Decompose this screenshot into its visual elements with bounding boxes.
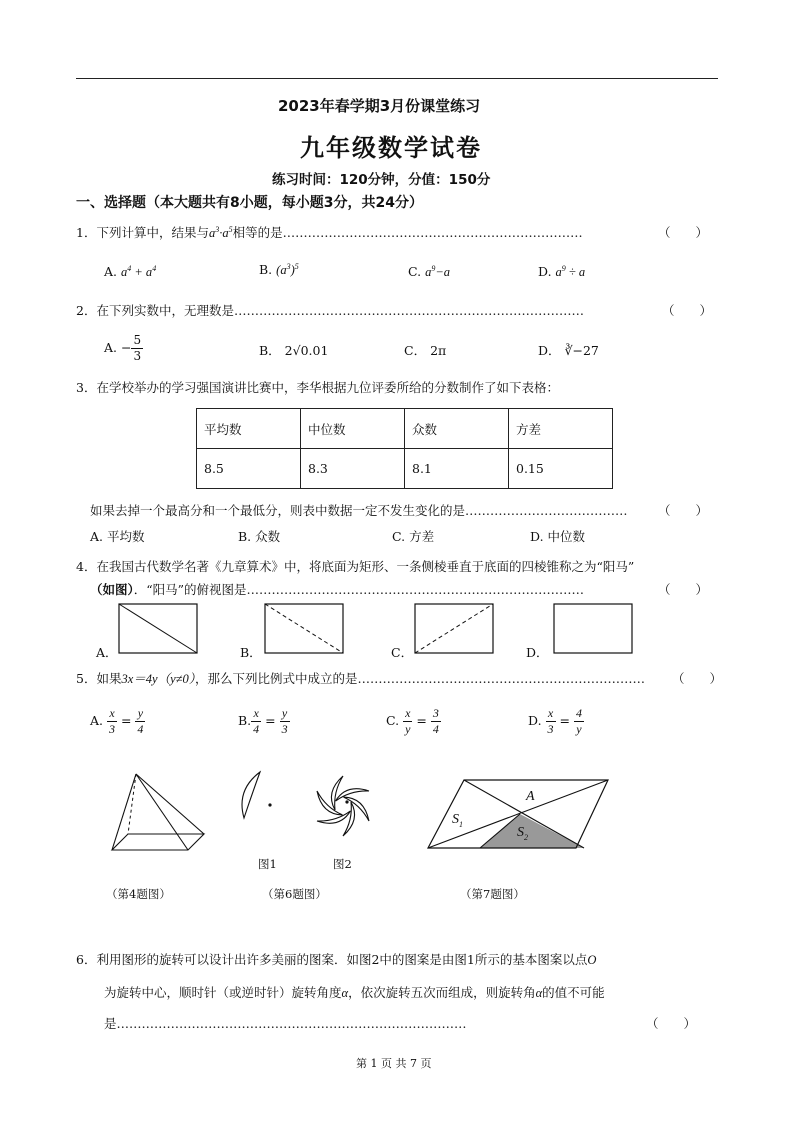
q4-view-c (414, 603, 494, 654)
table-header-cell: 中位数 (301, 409, 405, 449)
q4-view-a (118, 603, 198, 654)
q1-dots: ……………………………………………………………… (282, 225, 583, 240)
q4-option-a: A． (96, 645, 118, 660)
q4-option-c: C． (391, 645, 414, 660)
q4-line2: （如图）．“阳马”的俯视图是……………………………………………………………………… (90, 582, 585, 597)
caption-q6: （第6题图） (262, 887, 327, 901)
exam-subtitle: 2023年春学期3月份课堂练习 (278, 97, 481, 115)
table-cell: 8.3 (301, 449, 405, 489)
table-header-cell: 方差 (509, 409, 613, 449)
q1-text-b: 相等的是 (232, 225, 283, 240)
question-4: 4．在我国古代数学名著《九章算术》中，将底面为矩形、一条侧棱垂直于底面的四棱锥称之为“阳马” (76, 559, 635, 574)
table-cell: 0.15 (509, 449, 613, 489)
table-header-cell: 众数 (405, 409, 509, 449)
q2-option-a: A. − $\frac{5}{3}$ (104, 333, 142, 363)
q4-option-d: D． (526, 645, 549, 660)
q3-dots: ………………………………… (465, 503, 628, 518)
question-2: 2．在下列实数中，无理数是………………………………………………………………………… (76, 303, 584, 318)
table-cell: 8.5 (197, 449, 301, 489)
table-row (197, 409, 613, 449)
q1-option-b: B. $(a^3)^5$ (259, 262, 299, 278)
q2-option-c: C． 2π (404, 343, 447, 358)
q6-line2: 为旋转中心，顺时针（或逆时针）旋转角度α，依次旋转五次而组成，则旋转角α的值不可能 (104, 985, 605, 1000)
q4-option-b: B． (240, 645, 262, 660)
q1-option-d: D. $a^9 \div a$ (538, 264, 586, 280)
q1-expression: $a^3\cdot a^5$ (208, 224, 233, 240)
q2-option-d: D． ∛−27 (538, 343, 599, 358)
q5-answer-paren: （ ） (672, 671, 723, 686)
pyramid-figure (108, 770, 214, 852)
figure-1-label: 图1 (258, 857, 277, 871)
caption-q4: （第4题图） (106, 887, 171, 901)
table-row (197, 449, 613, 489)
q3-option-a: A. 平均数 (90, 529, 145, 544)
question-6: 6．利用图形的旋转可以设计出许多美丽的图案．如图2中的图案是由图1所示的基本图案以点O (76, 952, 597, 967)
question-5: 5．如果3x＝4y（y≠0），那么下列比例式中成立的是…………………………………………………………… (76, 671, 645, 686)
figure-2-label: 图2 (333, 857, 352, 871)
table-header-cell: 平均数 (197, 409, 301, 449)
question-3: 3．在学校举办的学习强国演讲比赛中，李华根据九位评委所给的分数制作了如下表格： (76, 380, 559, 395)
q1-number: 1． (76, 225, 97, 240)
q1-option-c: C. $a^9-a$ (408, 264, 451, 280)
exam-title: 九年级数学试卷 (300, 133, 482, 162)
q4-view-d (553, 603, 633, 654)
q6-dots: ………………………………………………………………………… (116, 1016, 467, 1031)
stats-table (196, 408, 613, 489)
label-point-a: A (526, 789, 535, 804)
q1-answer-paren: （ ） (658, 225, 709, 240)
q1-option-a: A. $a^4 + a^4$ (104, 264, 157, 280)
q2-option-b: B． 2√0.01 (259, 343, 329, 358)
exam-info: 练习时间：120分钟，分值：150分 (272, 172, 491, 188)
q3-option-c: C. 方差 (392, 529, 435, 544)
q3-option-d: D. 中位数 (530, 529, 586, 544)
q2-dots: ………………………………………………………………………… (233, 303, 584, 318)
q4-view-b (264, 603, 344, 654)
label-s1: $S_1$ (452, 812, 463, 829)
question-1 (76, 223, 583, 241)
q5-option-c: C. $\frac{x}{y}$ = $\frac{3}{4}$ (386, 706, 439, 736)
q4-answer-paren: （ ） (658, 582, 709, 597)
q3-answer-paren: （ ） (658, 503, 709, 518)
q4-dots: ……………………………………………………………………… (246, 582, 585, 597)
rotation-full-pattern (306, 770, 380, 842)
q5-option-b: B. $\frac{x}{4}$ = $\frac{y}{3}$ (238, 706, 288, 736)
q3-follow: 如果去掉一个最高分和一个最低分，则表中数据一定不发生变化的是………………………………… (90, 503, 628, 518)
section-heading: 一、选择题（本大题共有8小题，每小题3分，共24分） (76, 195, 423, 211)
q5-condition: 3x＝4y（y≠0） (121, 672, 195, 686)
label-s2: $S_2$ (517, 825, 528, 842)
q5-option-d: D. $\frac{x}{3}$ = $\frac{4}{y}$ (528, 706, 582, 736)
page-footer: 第 1 页 共 7 页 (356, 1057, 432, 1070)
header-rule (76, 78, 718, 79)
q5-option-a: A. $\frac{x}{3}$ = $\frac{y}{4}$ (90, 706, 144, 736)
caption-q7: （第7题图） (460, 887, 525, 901)
q1-text-a: 下列计算中，结果与 (96, 225, 209, 240)
q6-answer-paren: （ ） (646, 1016, 697, 1031)
q3-option-b: B. 众数 (238, 529, 281, 544)
q6-line3: 是………………………………………………………………………… (104, 1016, 467, 1031)
table-cell: 8.1 (405, 449, 509, 489)
q2-answer-paren: （ ） (662, 303, 713, 318)
rotation-basic-pattern (232, 770, 280, 822)
q5-dots: …………………………………………………………… (357, 671, 645, 686)
